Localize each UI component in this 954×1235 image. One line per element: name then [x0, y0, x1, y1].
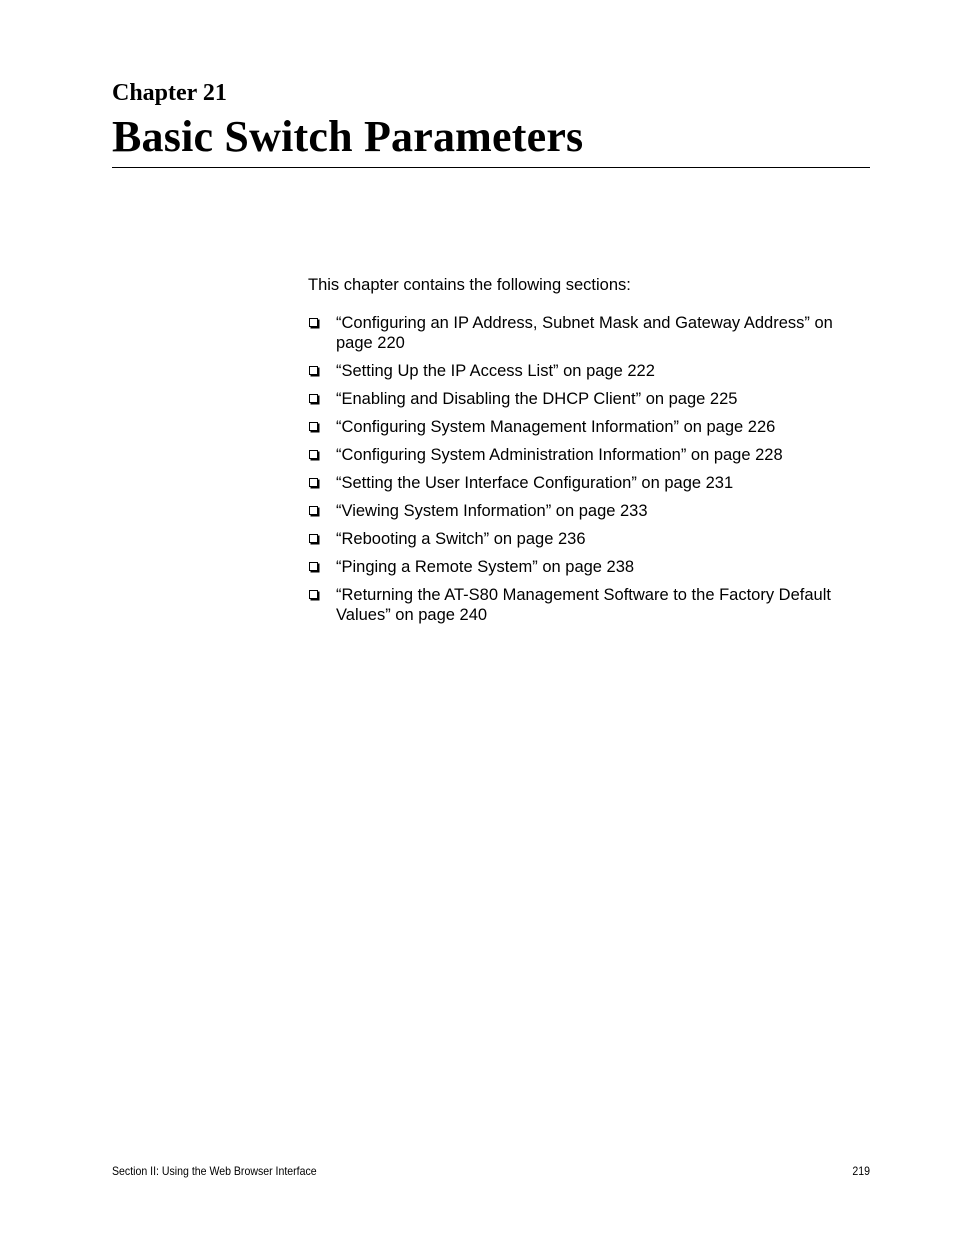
- footer-section-name: Section II: Using the Web Browser Interface: [112, 1164, 317, 1178]
- checkbox-bullet-icon: [309, 318, 318, 327]
- section-link-text[interactable]: “Returning the AT-S80 Management Software to the Factory Default Values” on page 240: [336, 586, 831, 624]
- intro-text: This chapter contains the following sections:: [308, 276, 631, 294]
- list-item: [308, 313, 868, 353]
- section-link-text[interactable]: “Pinging a Remote System” on page 238: [336, 558, 635, 576]
- list-item: [308, 557, 868, 577]
- checkbox-bullet-icon: [309, 450, 318, 459]
- checkbox-bullet-icon: [309, 394, 318, 403]
- list-item: [308, 389, 868, 409]
- footer-page-number: 219: [852, 1164, 870, 1178]
- section-link-text[interactable]: “Rebooting a Switch” on page 236: [336, 530, 586, 548]
- section-link-text[interactable]: “Configuring an IP Address, Subnet Mask and Gateway Address” on page 220: [336, 314, 833, 352]
- list-item: [308, 445, 868, 465]
- list-item: [308, 501, 868, 521]
- section-link-text[interactable]: “Configuring System Management Information” on page 226: [336, 418, 776, 436]
- section-link-text[interactable]: “Setting Up the IP Access List” on page 222: [336, 362, 655, 380]
- section-list: [308, 313, 868, 633]
- checkbox-bullet-icon: [309, 506, 318, 515]
- section-link-text[interactable]: “Viewing System Information” on page 233: [336, 502, 648, 520]
- chapter-title: Basic Switch Parameters: [112, 112, 584, 161]
- section-link-text[interactable]: “Enabling and Disabling the DHCP Client” on page 225: [336, 390, 738, 408]
- list-item: [308, 361, 868, 381]
- checkbox-bullet-icon: [309, 478, 318, 487]
- checkbox-bullet-icon: [309, 590, 318, 599]
- checkbox-bullet-icon: [309, 422, 318, 431]
- list-item: [308, 585, 868, 625]
- chapter-label: Chapter 21: [112, 80, 227, 106]
- list-item: [308, 529, 868, 549]
- checkbox-bullet-icon: [309, 534, 318, 543]
- checkbox-bullet-icon: [309, 366, 318, 375]
- list-item: [308, 417, 868, 437]
- title-divider: [112, 167, 870, 168]
- checkbox-bullet-icon: [309, 562, 318, 571]
- list-item: [308, 473, 868, 493]
- section-link-text[interactable]: “Configuring System Administration Information” on page 228: [336, 446, 783, 464]
- section-link-text[interactable]: “Setting the User Interface Configuration” on page 231: [336, 474, 734, 492]
